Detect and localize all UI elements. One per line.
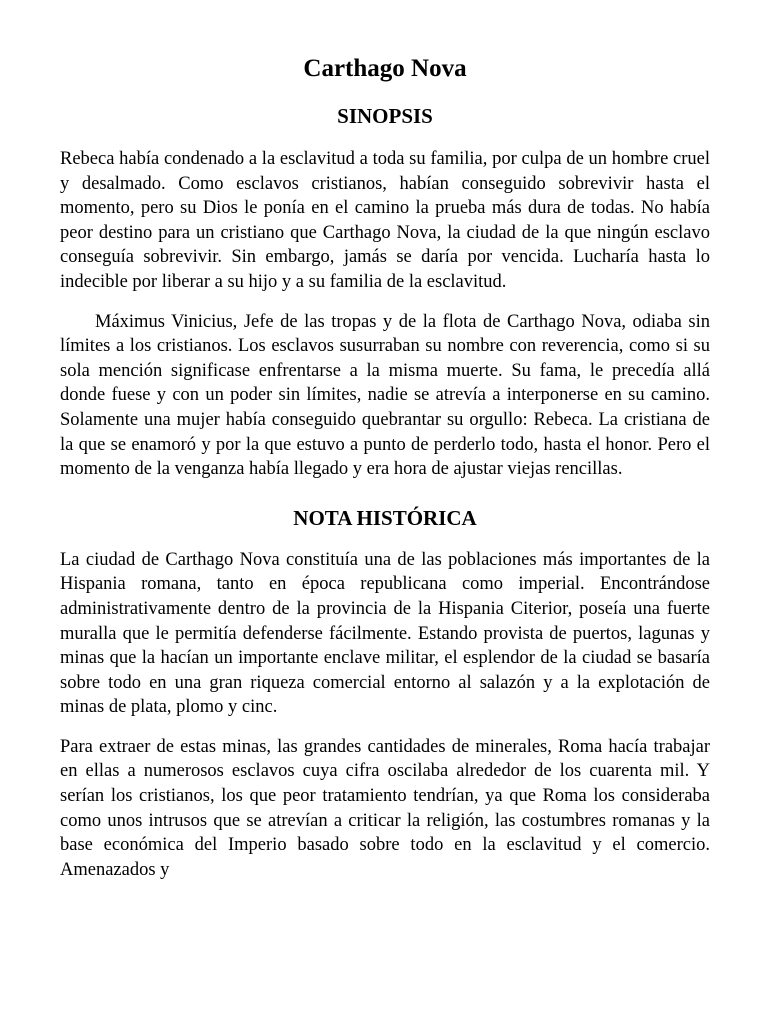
paragraph: La ciudad de Carthago Nova constituía una de las poblaciones más importantes de la Hispania romana, tanto en época republicana como imperial. Encontrándose administrativamente dentro de la provincia de la Hispania Citerior, poseía una fuerte muralla que le permitía defenderse fácilmente. Estando provista de puertos, lagunas y minas que la hacían un importante enclave militar, el esplendor de la ciudad se basaría sobre todo en una gran riqueza comercial entorno al salazón y a la explotación de minas de plata, plomo y cinc. [60, 549, 710, 718]
paragraph: Para extraer de estas minas, las grandes cantidades de minerales, Roma hacía trabajar en ellas a numerosos esclavos cuya cifra oscilaba alrededor de los cuarenta mil. Y serían los cristianos, los que peor tratamiento tendrían, ya que Roma los consideraba como unos intrusos que se atrevían a criticar la religión, las costumbres romanas y la base económica del Imperio basado sobre todo en la esclavitud y el comercio. Amenazados y [60, 736, 710, 880]
paragraph: Máximus Vinicius, Jefe de las tropas y de la flota de Carthago Nova, odiaba sin límites a los cristianos. Los esclavos susurraban su nombre con reverencia, como si su sola mención significase enfrentarse a la misma muerte. Su fama, le precedía allá donde fuese y con un poder sin límites, nadie se atrevía a interponerse en su camino. Solamente una mujer había conseguido quebrantar su orgullo: Rebeca. La cristiana de la que se enamoró y por la que estuvo a punto de perderlo todo, hasta el honor. Pero el momento de la venganza había llegado y era hora de ajustar viejas rencillas. [60, 311, 710, 480]
paragraph: Rebeca había condenado a la esclavitud a toda su familia, por culpa de un hombre cruel y desalmado. Como esclavos cristianos, habían conseguido sobrevivir hasta el momento, pero su Dios le ponía en el camino la prueba más dura de todas. No había peor destino para un cristiano que Carthago Nova, la ciudad de la que ningún esclavo conseguía sobrevivir. Sin embargo, jamás se daría por vencida. Lucharía hasta lo indecible por liberar a su hijo y a su familia de la esclavitud. [60, 149, 710, 292]
document-title: Carthago Nova [303, 55, 467, 82]
section-heading-nota-historica: NOTA HISTÓRICA [293, 505, 477, 530]
section-heading-sinopsis: SINOPSIS [337, 104, 433, 128]
page-content [60, 52, 710, 882]
